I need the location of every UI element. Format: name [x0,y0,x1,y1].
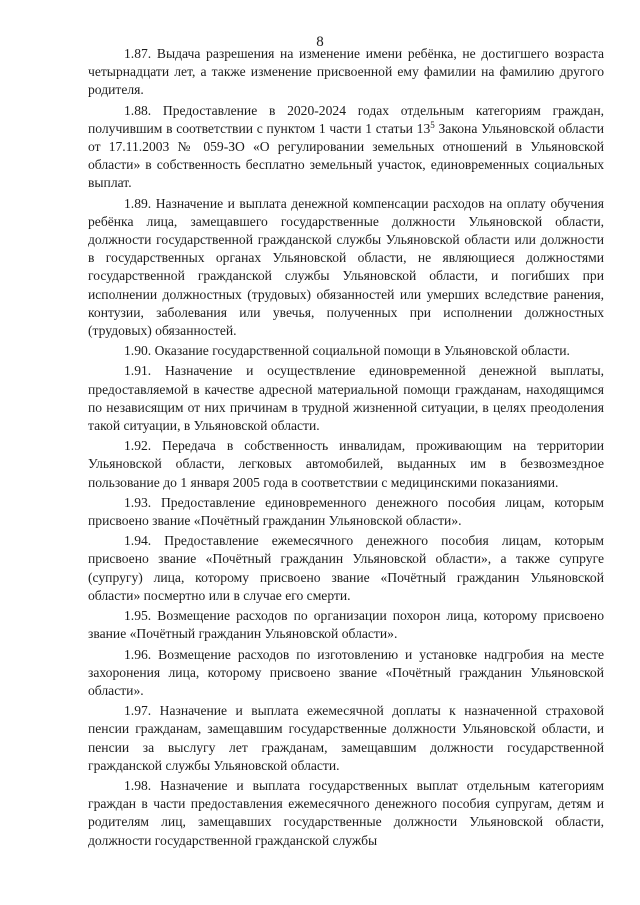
clause-number: 1.94. [124,533,152,549]
clause-number: 1.93. [124,494,152,510]
clause-1-94 [88,532,604,605]
clause-text: Назначение и выплата денежной компенсации расходов на оплату обучения ребёнка лица, замещавшего государственные должности Ульяновской области, должности государственной гражданской службы Ульяновской области или должности в государственных органах Ульяновской области, не являющиеся должностями государственной гражданской службы Ульяновской области, и погибших при исполнении должностных (трудовых) обязанностей или умерших вследствие ранения, контузии, заболевания или увечья, полученных при исполнении должностных (трудовых) обязанностей. [88,195,605,339]
clause-number: 1.97. [124,703,152,719]
clause-1-95 [88,607,604,643]
clause-number: 1.87. [124,46,152,61]
clause-1-87 [88,45,604,100]
clause-text: Предоставление ежемесячного денежного пособия лицам, которым присвоено звание «Почётный гражданин Ульяновской области», а также супруге (супругу) лица, которому присвоено звание «Почётный гражданин Ульяновской области» посмертно или в случае его смерти. [88,533,604,603]
clause-text: Назначение и выплата государственных выплат отдельным категориям граждан в части предоставления ежемесячного денежного пособия супругам, детям и родителям лиц, замещавших государственные должности Ульяновской области, должности государственной гражданской службы [88,777,604,848]
clause-text: Возмещение расходов по организации похорон лица, которому присвоено звание «Почётный гражданин Ульяновской области». [88,608,604,642]
clause-1-91 [88,362,604,435]
clause-text: Назначение и осуществление единовременной денежной выплаты, предоставляемой в качестве адресной материальной помощи гражданам, находящимся по независящим от них причинам в трудной жизненной ситуации, в целях преодоления такой ситуации, в Ульяновской области. [88,363,604,434]
clause-text-continued: Закона Ульяновской области от 17.11.2003 № 059-ЗО «О регулировании земельных отношений в Ульяновской области» в собственность бесплатно земельный участок, единовременных социальных выплат. [88,120,604,191]
clause-text: Предоставление в 2020-2024 годах отдельным категориям граждан, получившим в соответствии с пунктом 1 части 1 статьи 13 [88,102,604,136]
clause-number: 1.92. [124,438,152,454]
clause-1-93 [88,494,604,530]
clause-1-90 [88,342,604,360]
clause-1-98 [88,777,604,850]
page-number: 8 [316,34,324,50]
clause-text: Передача в собственность инвалидам, проживающим на территории Ульяновской области, легковых автомобилей, выданных им в безвозмездное пользование до 1 января 2005 года в соответствии с медицинскими показаниями. [88,438,605,490]
clause-number: 1.91. [124,363,152,379]
clause-number: 1.95. [124,608,152,624]
clause-1-97 [88,702,604,775]
clause-1-89 [88,195,604,341]
clause-number: 1.90. [124,343,152,359]
clause-number: 1.89. [124,195,152,211]
clause-text: Возмещение расходов по изготовлению и установке надгробия на месте захоронения лица, которому присвоено звание «Почётный гражданин Ульяновской области». [88,646,604,698]
clause-text: Оказание государственной социальной помощи в Ульяновской области. [154,343,570,359]
article-superscript: 5 [430,119,435,130]
clause-text: Назначение и выплата ежемесячной доплаты к назначенной страховой пенсии гражданам, замещавшим государственные должности Ульяновской области, и пенсии за выслугу лет гражданам, замещавшим должности государственной гражданской службы Ульяновской области. [88,703,604,773]
clause-1-88 [88,102,604,193]
clause-1-92 [88,437,604,492]
clause-number: 1.96. [124,646,152,662]
clause-number: 1.98. [124,777,152,793]
clause-text: Предоставление единовременного денежного пособия лицам, которым присвоено звание «Почётный гражданин Ульяновской области». [88,494,604,529]
document-body [88,45,604,852]
clause-1-96 [88,646,604,701]
clause-number: 1.88. [124,102,152,118]
clause-text: Выдача разрешения на изменение имени ребёнка, не достигшего возраста четырнадцати лет, а также изменение присвоенной ему фамилии на фамилию другого родителя. [88,46,604,98]
